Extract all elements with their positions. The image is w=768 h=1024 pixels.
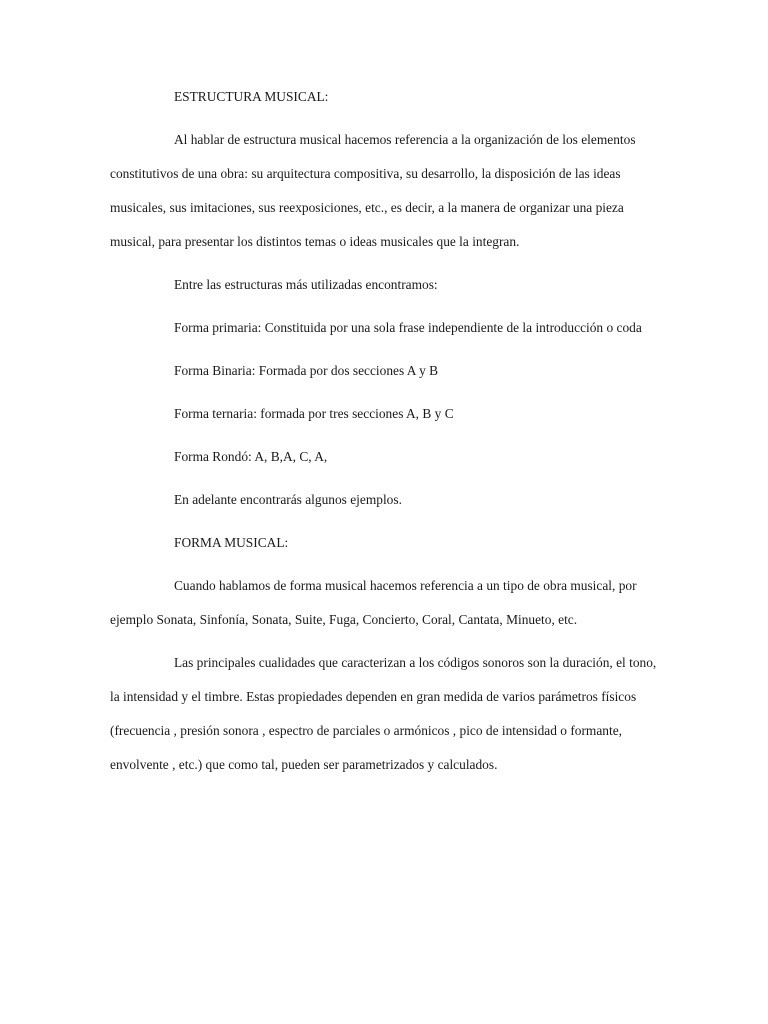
paragraph-structures-intro: Entre las estructuras más utilizadas encontramos: [174, 277, 438, 292]
paragraph-forma-binaria: Forma Binaria: Formada por dos secciones A y B [174, 363, 439, 378]
paragraph-forma-primaria: Forma primaria: Constituida por una sola frase independiente de la introducción o coda [174, 320, 642, 335]
paragraph-sound-qualities: Las principales cualidades que caracterizan a los códigos sonoros son la duración, el tono, la intensidad y el timbre. Estas propiedades dependen en gran medida de varios parámetros físicos (frecuencia , presión sonora , espectro de parciales o armónicos , pico de intensidad o formante, envolvente , etc.) que como tal, pueden ser parametrizados y calculados. [110, 655, 657, 772]
paragraph-forma-ternaria: Forma ternaria: formada por tres secciones A, B y C [174, 406, 454, 421]
paragraph-forma-rondo: Forma Rondó: A, B,A, C, A, [174, 449, 328, 464]
paragraph-estructura-definition: Al hablar de estructura musical hacemos referencia a la organización de los elementos constitutivos de una obra: su arquitectura compositiva, su desarrollo, la disposición de las ideas musicales, sus imitaciones, sus reexposiciones, etc., es decir, a la manera de organizar una pieza musical, para presentar los distintos temas o ideas musicales que la integran. [110, 132, 636, 249]
section-heading-forma: FORMA MUSICAL: [174, 535, 289, 550]
document-body [110, 80, 658, 791]
paragraph-forma-definition: Cuando hablamos de forma musical hacemos referencia a un tipo de obra musical, por ejemplo Sonata, Sinfonía, Sonata, Suite, Fuga, Concierto, Coral, Cantata, Minueto, etc. [110, 578, 637, 627]
paragraph-examples-note: En adelante encontrarás algunos ejemplos. [174, 492, 402, 507]
section-heading-estructura: ESTRUCTURA MUSICAL: [174, 89, 329, 104]
